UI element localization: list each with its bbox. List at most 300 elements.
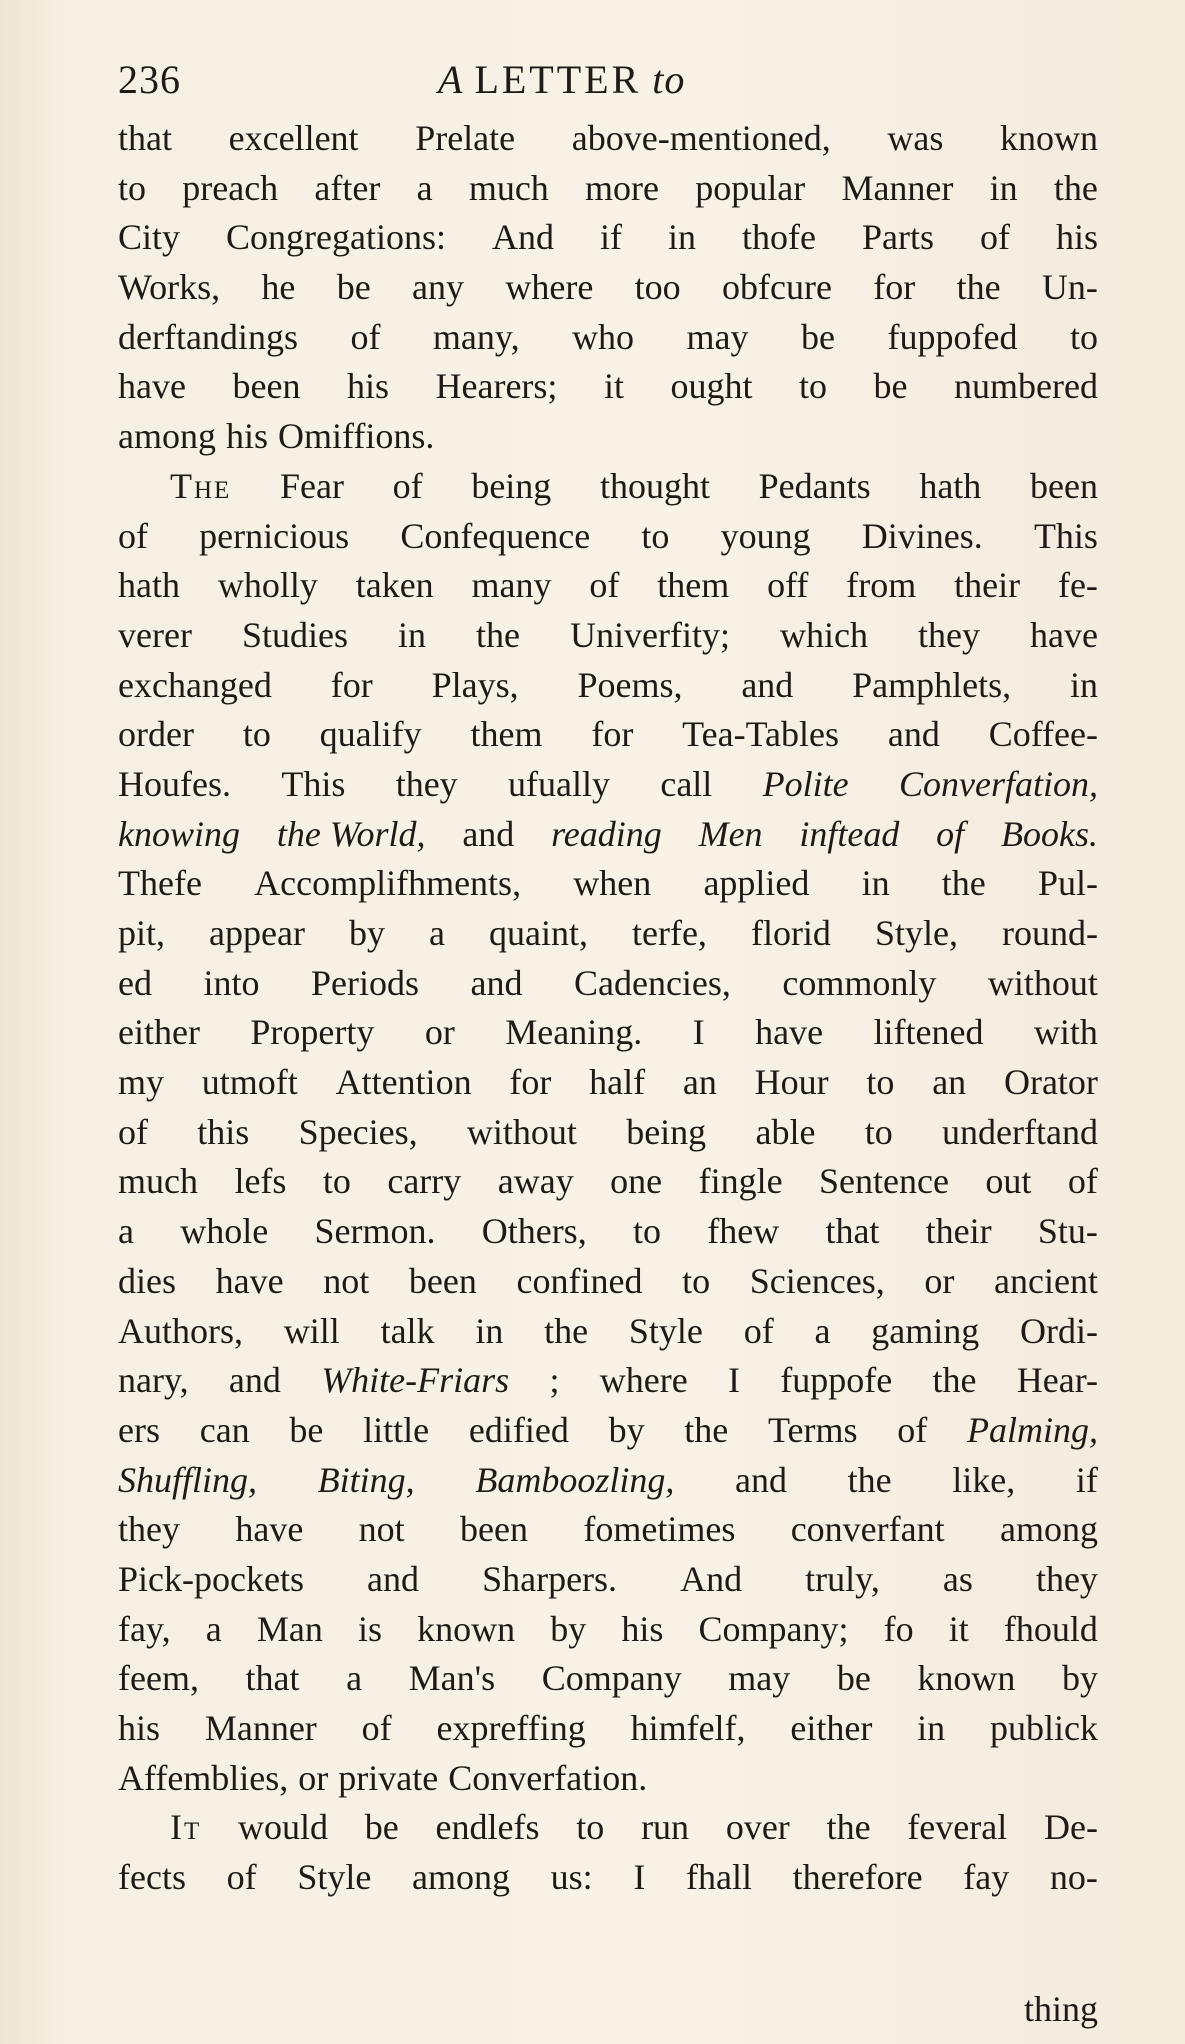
- word: they: [1035, 1558, 1098, 1599]
- word: of: [118, 515, 148, 556]
- word: the: [544, 1310, 589, 1351]
- word: to: [866, 1062, 895, 1103]
- word: out: [985, 1161, 1032, 1202]
- word: been: [460, 1509, 529, 1550]
- word: whole: [180, 1211, 269, 1252]
- word: private: [338, 1757, 439, 1798]
- word: like,: [952, 1459, 1016, 1500]
- page-number: 236: [118, 57, 181, 102]
- word: Converfation,: [898, 763, 1098, 804]
- text-line: [118, 661, 1098, 711]
- text-line: [118, 1108, 1098, 1158]
- word: us:: [550, 1857, 593, 1898]
- word: to: [322, 1161, 351, 1202]
- word: it: [948, 1608, 969, 1649]
- text-line: [118, 1157, 1098, 1207]
- word: of: [226, 1857, 257, 1898]
- word: from: [846, 565, 917, 606]
- word: Polite: [762, 763, 849, 804]
- word: the: [847, 1459, 892, 1500]
- word: underftand: [942, 1111, 1098, 1152]
- word: a: [205, 1608, 222, 1649]
- word: Man: [256, 1608, 323, 1649]
- word: hath: [919, 465, 982, 506]
- word: them: [470, 714, 543, 755]
- word: utmoft: [201, 1062, 298, 1103]
- word: little: [363, 1409, 430, 1450]
- word: fuppofed: [887, 316, 1018, 357]
- body-text: [118, 114, 1098, 1903]
- word: Pamphlets,: [852, 664, 1012, 705]
- word: much: [468, 167, 549, 208]
- word: Biting,: [317, 1459, 415, 1500]
- word: ancient: [994, 1260, 1098, 1301]
- word: to: [1069, 316, 1098, 357]
- text-line: [118, 412, 1098, 462]
- word: as: [942, 1558, 973, 1599]
- word: obfcure: [721, 267, 832, 308]
- word: fuppofe: [780, 1360, 893, 1401]
- word: Sharpers.: [482, 1558, 618, 1599]
- word: ers: [118, 1409, 160, 1450]
- word: not: [323, 1260, 370, 1301]
- word: Style: [628, 1310, 703, 1351]
- word: too: [634, 267, 681, 308]
- word: this: [197, 1111, 250, 1152]
- text-line: [118, 760, 1098, 810]
- text-line: [118, 362, 1098, 412]
- page-header: [118, 56, 1098, 116]
- word: for: [509, 1062, 552, 1103]
- word: and: [887, 714, 940, 755]
- word: by: [550, 1608, 587, 1649]
- word: run: [641, 1807, 690, 1848]
- text-line: [118, 1307, 1098, 1357]
- word: the: [826, 1807, 871, 1848]
- word: may: [728, 1658, 791, 1699]
- word: Cadencies,: [573, 962, 731, 1003]
- word: commonly: [782, 962, 937, 1003]
- text-line: [118, 859, 1098, 909]
- word: to: [799, 366, 828, 407]
- word: half: [589, 1062, 646, 1103]
- word: applied: [703, 863, 810, 904]
- running-head-tail: to: [652, 57, 686, 102]
- word: Authors,: [118, 1310, 243, 1351]
- word: his: [621, 1608, 664, 1649]
- text-line: [118, 512, 1098, 562]
- word: Sciences,: [749, 1260, 885, 1301]
- word: he: [261, 267, 296, 308]
- word: in: [1069, 664, 1098, 705]
- word: Bamboozling,: [475, 1459, 675, 1500]
- word: Books.: [1000, 813, 1098, 854]
- word: Coffee-: [988, 714, 1098, 755]
- word: fhould: [1003, 1608, 1098, 1649]
- word: be: [873, 366, 908, 407]
- word: known: [917, 1658, 1016, 1699]
- word: among: [412, 1857, 510, 1898]
- word: without: [987, 962, 1098, 1003]
- word: Plays,: [431, 664, 519, 705]
- word: have: [215, 1260, 284, 1301]
- word: call: [660, 763, 713, 804]
- word: I: [727, 1360, 740, 1401]
- word: be: [289, 1409, 324, 1450]
- word: dies: [118, 1260, 176, 1301]
- text-line: [118, 1505, 1098, 1555]
- word: to: [641, 515, 670, 556]
- word: Others,: [481, 1211, 587, 1252]
- word: verer: [118, 614, 192, 655]
- word: the World,: [276, 813, 426, 854]
- word: the: [941, 863, 986, 904]
- word: or: [424, 1012, 455, 1053]
- word: carry: [387, 1161, 462, 1202]
- word: among: [118, 416, 216, 457]
- word: thought: [599, 465, 710, 506]
- word: Hour: [754, 1062, 829, 1103]
- word: that: [245, 1658, 300, 1699]
- word: The: [170, 465, 232, 506]
- word: converfant: [790, 1509, 945, 1550]
- word: truly,: [805, 1558, 880, 1599]
- running-head: [438, 56, 685, 103]
- word: in: [397, 614, 426, 655]
- word: it: [603, 366, 624, 407]
- word: excellent: [228, 118, 359, 158]
- word: of: [743, 1310, 774, 1351]
- word: thofe: [742, 217, 816, 258]
- word: his: [118, 1708, 161, 1748]
- word: of: [118, 1111, 148, 1152]
- word: among: [999, 1509, 1098, 1550]
- word: for: [591, 714, 634, 755]
- word: and: [735, 1459, 787, 1500]
- word: Thefe: [118, 863, 202, 904]
- word: reading: [551, 813, 662, 854]
- word: any: [412, 267, 465, 308]
- word: be: [801, 316, 835, 357]
- word: of: [897, 1409, 928, 1450]
- word: nary,: [118, 1360, 189, 1401]
- word: more: [585, 167, 659, 208]
- word: after: [314, 167, 381, 208]
- word: Divines.: [861, 515, 983, 556]
- word: Prelate: [415, 118, 516, 158]
- word: Hearers;: [435, 366, 558, 407]
- word: liftened: [873, 1012, 984, 1053]
- word: quaint,: [489, 913, 588, 953]
- word: the: [956, 267, 1001, 308]
- word: been: [1029, 465, 1098, 506]
- word: Converfation.: [448, 1757, 648, 1798]
- text-line: [118, 1008, 1098, 1058]
- word: fingle: [698, 1161, 783, 1202]
- word: endlefs: [435, 1807, 540, 1848]
- word: the: [932, 1360, 977, 1401]
- word: appear: [209, 913, 305, 953]
- word: Stu-: [1037, 1211, 1098, 1252]
- word: be: [836, 1658, 871, 1699]
- word: a: [814, 1310, 831, 1351]
- word: their: [925, 1211, 992, 1252]
- word: that: [825, 1211, 880, 1252]
- word: ed: [118, 962, 152, 1003]
- word: Congregations:: [226, 217, 446, 258]
- text-line: [118, 1754, 1098, 1804]
- word: Pick-pockets: [118, 1558, 304, 1599]
- word: in: [989, 167, 1018, 208]
- word: Terms: [768, 1409, 858, 1450]
- word: in: [861, 863, 890, 904]
- word: to: [632, 1211, 661, 1252]
- word: ;: [549, 1360, 560, 1401]
- word: his: [346, 366, 389, 407]
- word: a: [416, 167, 433, 208]
- word: popular: [695, 167, 806, 208]
- word: known: [417, 1608, 516, 1649]
- word: for: [873, 267, 916, 308]
- text-line: [118, 1257, 1098, 1307]
- word: Poems,: [577, 664, 683, 705]
- word: no-: [1049, 1857, 1098, 1898]
- word: Meaning.: [505, 1012, 643, 1053]
- word: florid: [750, 913, 831, 953]
- word: either: [790, 1708, 873, 1748]
- word: fay: [963, 1857, 1010, 1898]
- word: and: [228, 1360, 281, 1401]
- word: Confequence: [400, 515, 591, 556]
- word: ought: [670, 366, 753, 407]
- word: much: [118, 1161, 198, 1202]
- word: where: [599, 1360, 688, 1401]
- word: many,: [432, 316, 520, 357]
- word: without: [466, 1111, 577, 1152]
- word: fe-: [1057, 565, 1098, 606]
- word: where: [505, 267, 594, 308]
- word: round-: [1001, 913, 1098, 953]
- word: Shuffling,: [118, 1459, 258, 1500]
- word: Property: [250, 1012, 375, 1053]
- word: the: [1053, 167, 1098, 208]
- word: a: [429, 913, 445, 953]
- word: in: [475, 1310, 504, 1351]
- word: in: [917, 1708, 946, 1748]
- word: is: [358, 1608, 383, 1649]
- word: And: [680, 1558, 743, 1599]
- word: to: [864, 1111, 893, 1152]
- text-line: [118, 909, 1098, 959]
- word: ufually: [508, 763, 610, 804]
- word: City: [118, 217, 181, 258]
- word: lefs: [234, 1161, 287, 1202]
- word: feem,: [118, 1658, 199, 1699]
- word: to: [682, 1260, 711, 1301]
- word: will: [283, 1310, 340, 1351]
- word: fo: [883, 1608, 914, 1649]
- word: Style,: [874, 913, 958, 953]
- word: being: [471, 465, 552, 506]
- word: Fear: [280, 465, 344, 506]
- word: knowing: [118, 813, 240, 854]
- word: of: [392, 465, 423, 506]
- word: taken: [355, 565, 434, 606]
- word: order: [118, 714, 194, 755]
- word: fay,: [118, 1608, 171, 1649]
- word: Omiffions.: [278, 416, 435, 457]
- word: fhew: [707, 1211, 780, 1252]
- word: of: [361, 1708, 392, 1748]
- text-line: [118, 1803, 1098, 1853]
- text-line: [118, 263, 1098, 313]
- word: many: [471, 565, 552, 606]
- word: Tea-Tables: [682, 714, 840, 755]
- word: have: [118, 366, 186, 407]
- word: It: [170, 1807, 202, 1848]
- word: fhall: [686, 1857, 752, 1898]
- word: or: [924, 1260, 955, 1301]
- word: of: [350, 316, 381, 357]
- word: that: [118, 118, 172, 158]
- word: wholly: [217, 565, 318, 606]
- word: Species,: [298, 1111, 418, 1152]
- word: into: [203, 962, 260, 1003]
- word: I: [633, 1857, 646, 1898]
- word: fometimes: [583, 1509, 736, 1550]
- running-head-main: LETTER: [474, 57, 642, 102]
- word: been: [408, 1260, 477, 1301]
- word: Parts: [861, 217, 934, 258]
- text-line: [118, 1356, 1098, 1406]
- word: Sentence: [819, 1161, 949, 1202]
- word: have: [235, 1509, 304, 1550]
- word: the: [684, 1409, 729, 1450]
- text-line: [118, 561, 1098, 611]
- word: of: [979, 217, 1010, 258]
- word: if: [600, 217, 622, 258]
- word: an: [682, 1062, 717, 1103]
- text-line: [118, 1406, 1098, 1456]
- word: over: [725, 1807, 790, 1848]
- word: Pedants: [758, 465, 871, 506]
- word: of: [589, 565, 620, 606]
- text-line: [118, 1058, 1098, 1108]
- word: fects: [118, 1857, 186, 1898]
- word: Studies: [241, 614, 348, 655]
- text-line: [118, 114, 1098, 164]
- word: and: [367, 1558, 420, 1599]
- word: Ordi-: [1020, 1310, 1098, 1351]
- word: Man's: [408, 1658, 496, 1699]
- word: either: [118, 1012, 200, 1053]
- word: be: [364, 1807, 399, 1848]
- word: Sermon.: [314, 1211, 436, 1252]
- word: feveral: [907, 1807, 1008, 1848]
- text-line: [118, 710, 1098, 760]
- word: Periods: [311, 962, 419, 1003]
- word: if: [1075, 1459, 1098, 1500]
- word: himfelf,: [630, 1708, 746, 1748]
- word: a: [118, 1211, 134, 1252]
- text-line: [118, 164, 1098, 214]
- text-line: [118, 1555, 1098, 1605]
- word: edified: [468, 1409, 569, 1450]
- word: derftandings: [118, 316, 298, 357]
- word: his: [225, 416, 268, 457]
- word: Accomplifhments,: [254, 863, 522, 904]
- word: exchanged: [118, 664, 272, 705]
- word: Company: [541, 1658, 682, 1699]
- text-line: [118, 213, 1098, 263]
- word: they: [395, 763, 458, 804]
- word: may: [686, 316, 749, 357]
- running-head-article: A: [438, 57, 464, 102]
- word: of: [1067, 1161, 1098, 1202]
- text-line: [118, 1605, 1098, 1655]
- text-line: [118, 462, 1098, 512]
- text-line: [118, 1456, 1098, 1506]
- word: young: [720, 515, 811, 556]
- word: have: [755, 1012, 824, 1053]
- word: I: [692, 1012, 705, 1053]
- word: by: [608, 1409, 645, 1450]
- word: they: [118, 1509, 180, 1550]
- word: terfe,: [632, 913, 707, 953]
- word: when: [573, 863, 652, 904]
- word: gaming: [871, 1310, 980, 1351]
- word: above-mentioned,: [571, 118, 831, 158]
- word: confined: [516, 1260, 643, 1301]
- word: Style: [297, 1857, 372, 1898]
- word: Attention: [335, 1062, 472, 1103]
- word: be: [336, 267, 371, 308]
- text-line: [118, 611, 1098, 661]
- word: or: [298, 1757, 329, 1798]
- word: have: [1030, 614, 1098, 655]
- word: to: [576, 1807, 605, 1848]
- word: known: [999, 118, 1098, 158]
- word: inftead: [799, 813, 900, 854]
- word: would: [238, 1807, 329, 1848]
- word: Pul-: [1037, 863, 1098, 904]
- word: in: [668, 217, 697, 258]
- word: not: [358, 1509, 405, 1550]
- word: by: [348, 913, 385, 953]
- word: This: [1033, 515, 1098, 556]
- word: Affemblies,: [118, 1757, 289, 1798]
- word: numbered: [954, 366, 1098, 407]
- word: able: [755, 1111, 816, 1152]
- word: an: [932, 1062, 967, 1103]
- word: White-Friars: [321, 1360, 510, 1401]
- word: which: [780, 614, 868, 655]
- word: Un-: [1041, 267, 1098, 308]
- word: away: [497, 1161, 574, 1202]
- word: pernicious: [199, 515, 350, 556]
- word: Men: [698, 813, 763, 854]
- word: they: [918, 614, 980, 655]
- word: my: [118, 1062, 165, 1103]
- word: one: [610, 1161, 663, 1202]
- word: to: [118, 167, 147, 208]
- word: them: [657, 565, 730, 606]
- word: Palming,: [966, 1409, 1098, 1450]
- word: and: [741, 664, 794, 705]
- word: Univerfity;: [570, 614, 730, 655]
- text-line: [118, 1654, 1098, 1704]
- word: and: [470, 962, 523, 1003]
